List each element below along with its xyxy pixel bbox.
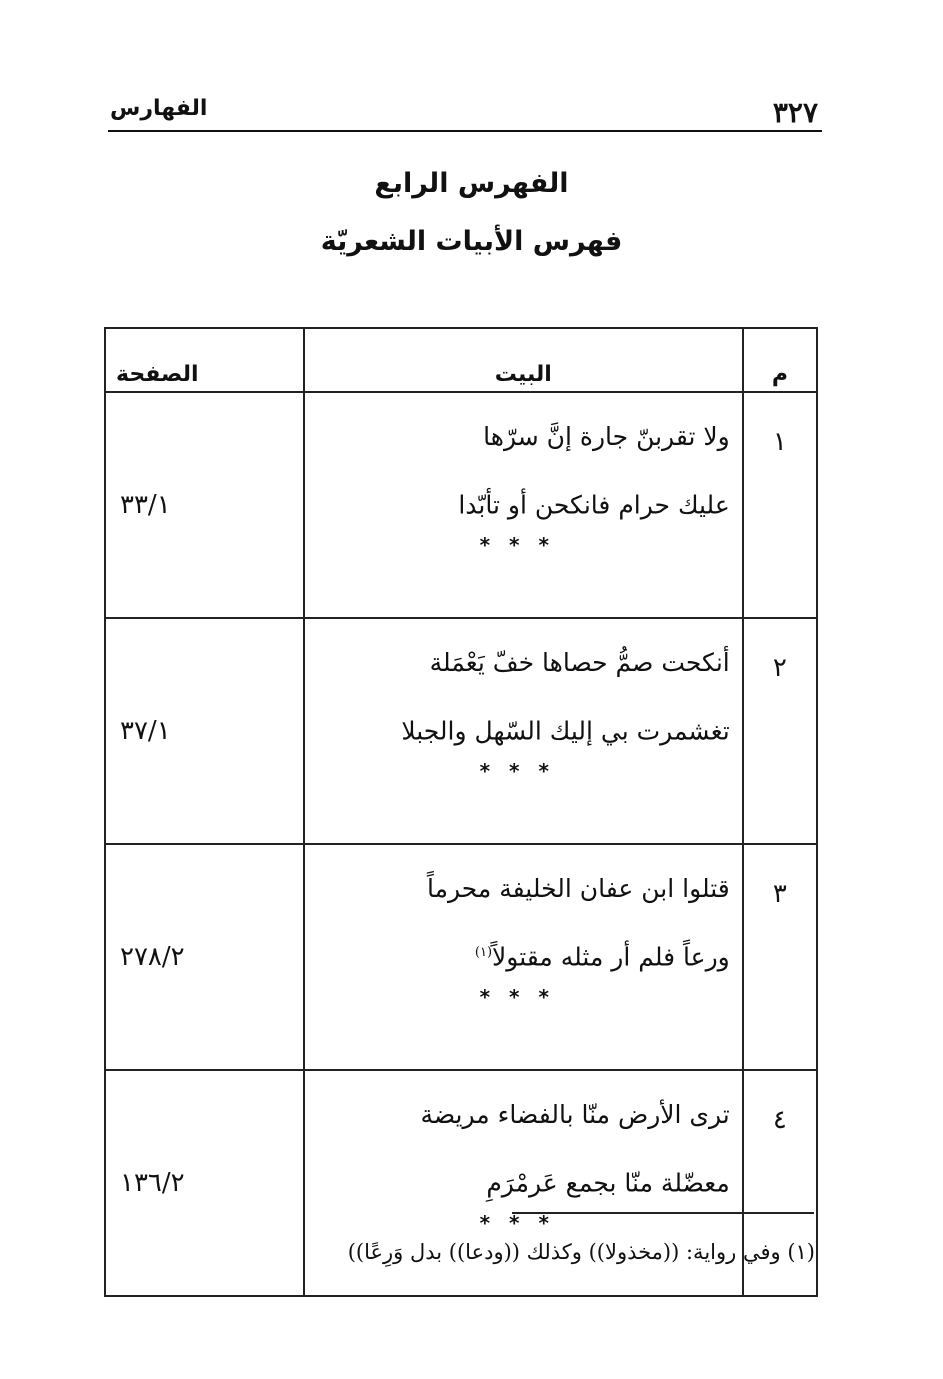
table-row: [105, 618, 817, 844]
verse-first-hemistich: ولا تقربنّ جارة إنَّ سرّها: [483, 422, 730, 451]
footnote-divider: [512, 1212, 814, 1214]
page-header: [108, 92, 822, 132]
footnote: (١) وفي رواية: ((مخذولا)) وكذلك ((ودعا)) بدل وَرِعًا)): [347, 1240, 815, 1264]
verse-separator: * * *: [479, 759, 555, 783]
verse-cell: [304, 392, 743, 618]
verse-cell: [304, 618, 743, 844]
verse-second-hemistich: [305, 935, 730, 971]
page-reference-cell: [105, 1070, 304, 1296]
row-number: ٣: [743, 844, 817, 1070]
verse-separator: * * *: [479, 533, 555, 557]
page-reference: ٣٣/١: [120, 490, 171, 520]
footnote-reference: (١): [474, 945, 493, 960]
page-reference: ١٣٦/٢: [120, 1168, 185, 1198]
row-number: ١: [743, 392, 817, 618]
verse-second-text: تغشمرت بي إليك السّهل والجبلا: [401, 716, 730, 746]
page-reference-cell: [105, 844, 304, 1070]
verse-first-hemistich: أنكحت صمُّ حصاها خفّ يَعْمَلة: [429, 648, 730, 677]
verse-cell: [304, 844, 743, 1070]
verse-separator: * * *: [479, 985, 555, 1009]
table-header-row: [105, 328, 817, 392]
index-title: الفهرس الرابع: [374, 168, 569, 199]
page-reference: ٣٧/١: [120, 716, 171, 746]
column-header-page: الصفحة: [105, 328, 304, 392]
verse-first-hemistich: قتلوا ابن عفان الخليفة محرماً: [426, 874, 730, 903]
verse-index-table: [104, 327, 818, 1297]
verse-second-hemistich: [305, 483, 730, 519]
verse-second-text: ورعاً فلم أر مثله مقتولاً: [492, 942, 730, 972]
running-header-title: الفهارس: [110, 96, 208, 121]
verse-separator: * * *: [479, 1211, 555, 1235]
page-reference-cell: [105, 618, 304, 844]
verse-second-hemistich: [305, 1161, 730, 1197]
row-number: ٢: [743, 618, 817, 844]
verse-second-text: عليك حرام فانكحن أو تأبّدا: [458, 490, 730, 520]
row-number: ٤: [743, 1070, 817, 1296]
page-reference: ٢٧٨/٢: [120, 942, 185, 972]
page-reference-cell: [105, 392, 304, 618]
column-header-number: م: [743, 328, 817, 392]
verse-second-text: معضّلة منّا بجمع عَرمْرَمِ: [486, 1168, 730, 1198]
table-row: [105, 392, 817, 618]
column-header-verse: البيت: [304, 328, 743, 392]
verse-second-hemistich: [305, 709, 730, 745]
table-row: [105, 844, 817, 1070]
page-number: ٣٢٧: [772, 96, 818, 129]
verse-first-hemistich: ترى الأرض منّا بالفضاء مريضة: [420, 1100, 730, 1129]
index-subtitle: فهرس الأبيات الشعريّة: [320, 226, 623, 257]
